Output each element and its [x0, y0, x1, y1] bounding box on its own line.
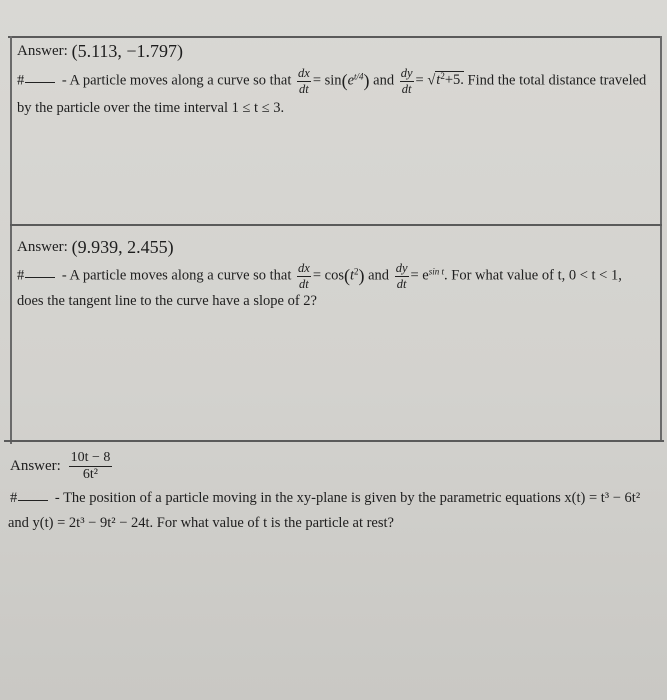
answer-label: Answer: [10, 457, 61, 474]
answer-value: (9.939, 2.455) [71, 237, 174, 257]
answer-label: Answer: [17, 43, 68, 59]
divider-2 [4, 440, 664, 442]
dx-expression: = sin [312, 72, 342, 89]
answer-blank[interactable] [25, 82, 55, 83]
question-text-end: For what value of t, 0 < t < 1, [451, 267, 622, 284]
right-border [660, 36, 662, 442]
answer-value: (5.113, −1.797) [71, 41, 184, 61]
dx-dt-fraction: $\frac{dx}{dt}$ [298, 66, 310, 96]
problem-number: # [10, 490, 18, 506]
divider-1 [10, 224, 662, 226]
problem1-question-line1: # - A particle moves along a curve so that $\frac{dx}{dt}$ = $\sin(e^{t/4})$ and $\frac{dy}{dt}$ = $√t^2+5$. Find the total distance traveled [17, 66, 647, 96]
problem1-answer [17, 42, 183, 60]
left-border [10, 36, 12, 444]
problem3-question-line1 [10, 491, 640, 506]
question-text: - A particle moves along a curve so that [61, 267, 292, 284]
and-word: and [373, 72, 395, 89]
question-text: - A particle moves along a curve so that [61, 72, 292, 89]
answer-blank[interactable] [25, 277, 55, 278]
problem3-question-line2: and y(t) = 2t³ − 9t² − 24t. For what value of t is the particle at rest? [8, 515, 394, 531]
dy-dt-fraction: $\frac{dy}{dt}$ [395, 261, 408, 291]
problem2-answer [17, 238, 174, 256]
sqrt-radicand: t [436, 72, 441, 89]
top-border [8, 36, 660, 38]
and-word: and [368, 267, 390, 284]
problem-number: # [17, 72, 25, 89]
answer-blank[interactable] [18, 500, 48, 501]
problem-number: # [17, 267, 25, 284]
question-text-end: Find the total distance traveled [467, 72, 647, 89]
question-text: - The position of a particle moving in the xy-plane is given by the parametric equations x(t) = t³ − 6t² [54, 490, 641, 506]
dx-dt-fraction: $\frac{dx}{dt}$ [298, 261, 310, 291]
problem3-answer [10, 451, 112, 482]
answer-label: Answer: [17, 239, 68, 255]
dy-dt-fraction: $\frac{dy}{dt}$ [400, 66, 413, 96]
problem2-question-line2: does the tangent line to the curve have a slope of 2? [17, 293, 317, 309]
problem2-question-line1: # - A particle moves along a curve so that $\frac{dx}{dt}$ = $\cos(t^2)$ and $\frac{dy}{dt}$ = $e^{sin t}$. For what value of t, 0 < t < 1, [17, 261, 622, 291]
dx-expression: = cos [312, 267, 344, 284]
dy-expression: = e [410, 267, 429, 284]
problem1-question-line2: by the particle over the time interval 1 ≤ t ≤ 3. [17, 100, 285, 116]
answer-fraction: $\frac{10t - 8}{\text{6t²}}$ [70, 450, 111, 482]
